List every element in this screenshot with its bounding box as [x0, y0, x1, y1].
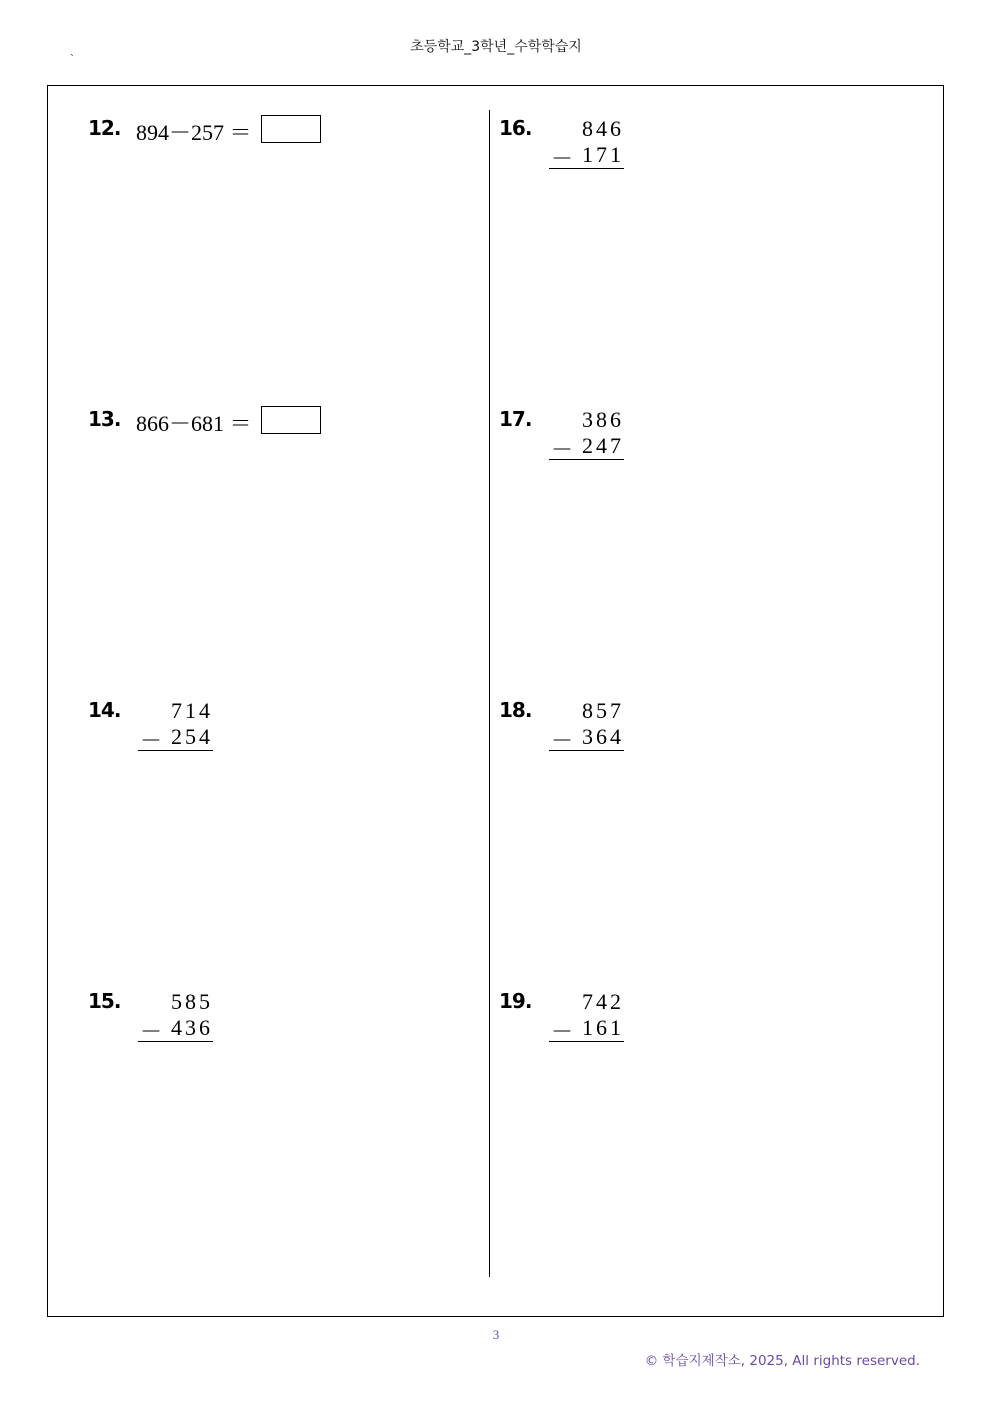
vertical-subtraction [549, 698, 624, 751]
vertical-subtraction [549, 989, 624, 1042]
subtrahend: 436 [171, 1015, 213, 1040]
problem-number: 18. [499, 698, 532, 722]
minuend: 585 [171, 989, 213, 1014]
subtrahend-row [549, 1015, 624, 1042]
vertical-subtraction [138, 698, 213, 751]
subtrahend: 254 [171, 724, 213, 749]
answer-box[interactable] [261, 115, 321, 143]
problem-number: 14. [88, 698, 121, 722]
minuend: 386 [582, 407, 624, 432]
column-divider [489, 110, 490, 1277]
subtrahend-row [549, 142, 624, 169]
problem-number: 15. [88, 989, 121, 1013]
minuend: 714 [171, 698, 213, 723]
copyright-notice: © 학습지제작소, 2025, All rights reserved. [644, 1353, 920, 1369]
problem-expression: 894－257 ＝ [136, 120, 252, 145]
subtrahend-row [138, 724, 213, 751]
worksheet-title: 초등학교_3학년_수학학습지 [410, 39, 582, 55]
vertical-subtraction [138, 989, 213, 1042]
subtrahend: 364 [582, 724, 624, 749]
vertical-subtraction [549, 116, 624, 169]
problem-number: 13. [88, 407, 121, 431]
subtrahend: 171 [582, 142, 624, 167]
minus-sign: － [551, 1019, 577, 1044]
subtrahend: 161 [582, 1015, 624, 1040]
minus-sign: － [140, 728, 166, 753]
minus-sign: － [551, 437, 577, 462]
subtrahend-row [549, 433, 624, 460]
problem-number: 12. [88, 116, 121, 140]
subtrahend: 247 [582, 433, 624, 458]
problem-number: 19. [499, 989, 532, 1013]
subtrahend-row [549, 724, 624, 751]
minuend: 857 [582, 698, 624, 723]
minus-sign: － [551, 728, 577, 753]
answer-box[interactable] [261, 406, 321, 434]
stray-mark: ` [70, 52, 74, 66]
problem-expression: 866－681 ＝ [136, 411, 252, 436]
vertical-subtraction [549, 407, 624, 460]
minuend: 742 [582, 989, 624, 1014]
subtrahend-row [138, 1015, 213, 1042]
page-number: 3 [492, 1327, 500, 1342]
problem-number: 17. [499, 407, 532, 431]
minuend: 846 [582, 116, 624, 141]
minus-sign: － [140, 1019, 166, 1044]
problem-number: 16. [499, 116, 532, 140]
minus-sign: － [551, 146, 577, 171]
